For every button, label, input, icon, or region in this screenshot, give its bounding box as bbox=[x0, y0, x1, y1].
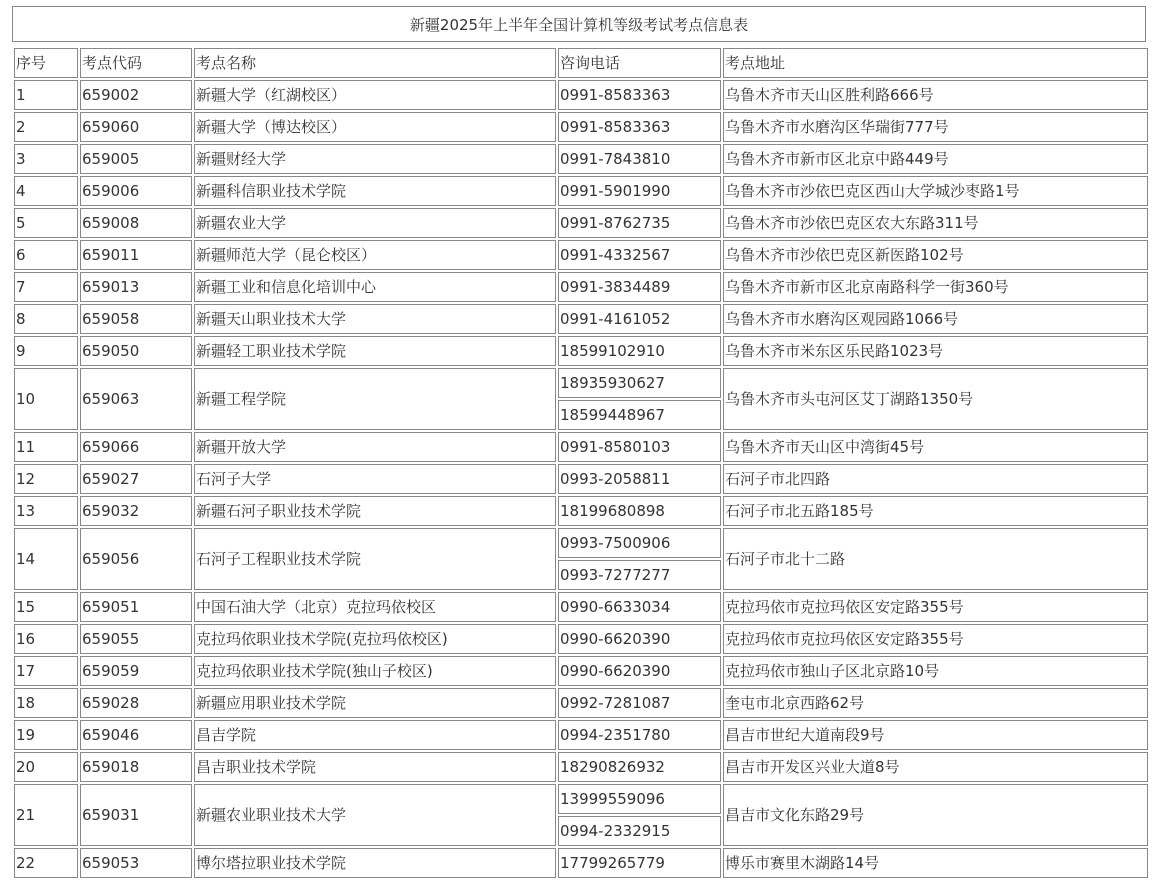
cell-address: 乌鲁木齐市水磨沟区华瑞街777号 bbox=[723, 112, 1148, 142]
cell-name: 新疆应用职业技术学院 bbox=[194, 688, 556, 718]
table-row bbox=[14, 176, 1148, 206]
cell-address: 博乐市赛里木湖路14号 bbox=[723, 848, 1148, 878]
cell-name: 新疆石河子职业技术学院 bbox=[194, 496, 556, 526]
cell-address: 奎屯市北京西路62号 bbox=[723, 688, 1148, 718]
cell-address: 昌吉市开发区兴业大道8号 bbox=[723, 752, 1148, 782]
cell-code: 659002 bbox=[80, 80, 192, 110]
cell-code: 659056 bbox=[80, 528, 192, 590]
table-row bbox=[14, 656, 1148, 686]
cell-phone: 0990-6633034 bbox=[558, 592, 721, 622]
cell-code: 659058 bbox=[80, 304, 192, 334]
cell-name: 中国石油大学（北京）克拉玛依校区 bbox=[194, 592, 556, 622]
cell-code: 659005 bbox=[80, 144, 192, 174]
table-row bbox=[14, 784, 1148, 814]
cell-address: 乌鲁木齐市新市区北京南路科学一街360号 bbox=[723, 272, 1148, 302]
table-row bbox=[14, 208, 1148, 238]
cell-name: 新疆科信职业技术学院 bbox=[194, 176, 556, 206]
cell-code: 659055 bbox=[80, 624, 192, 654]
cell-name: 新疆天山职业技术大学 bbox=[194, 304, 556, 334]
cell-address: 克拉玛依市克拉玛依区安定路355号 bbox=[723, 624, 1148, 654]
cell-phone: 0991-8583363 bbox=[558, 80, 721, 110]
cell-phone: 0991-8762735 bbox=[558, 208, 721, 238]
cell-no: 22 bbox=[14, 848, 78, 878]
cell-no: 21 bbox=[14, 784, 78, 846]
table-row bbox=[14, 496, 1148, 526]
cell-phone: 0993-2058811 bbox=[558, 464, 721, 494]
cell-no: 18 bbox=[14, 688, 78, 718]
cell-phone: 0992-7281087 bbox=[558, 688, 721, 718]
cell-address: 克拉玛依市独山子区北京路10号 bbox=[723, 656, 1148, 686]
cell-phone: 0990-6620390 bbox=[558, 624, 721, 654]
cell-name: 昌吉学院 bbox=[194, 720, 556, 750]
table-row bbox=[14, 688, 1148, 718]
cell-code: 659008 bbox=[80, 208, 192, 238]
cell-address: 乌鲁木齐市沙依巴克区农大东路311号 bbox=[723, 208, 1148, 238]
header-name: 考点名称 bbox=[194, 48, 556, 78]
cell-no: 9 bbox=[14, 336, 78, 366]
table-row bbox=[14, 80, 1148, 110]
cell-phone: 13999559096 bbox=[558, 784, 721, 814]
table-row bbox=[14, 272, 1148, 302]
header-address: 考点地址 bbox=[723, 48, 1148, 78]
table-row bbox=[14, 112, 1148, 142]
cell-no: 3 bbox=[14, 144, 78, 174]
cell-code: 659050 bbox=[80, 336, 192, 366]
cell-address: 乌鲁木齐市沙依巴克区新医路102号 bbox=[723, 240, 1148, 270]
cell-address: 乌鲁木齐市天山区中湾街45号 bbox=[723, 432, 1148, 462]
table-row bbox=[14, 368, 1148, 398]
cell-phone: 0991-8583363 bbox=[558, 112, 721, 142]
cell-code: 659031 bbox=[80, 784, 192, 846]
cell-name: 克拉玛依职业技术学院(克拉玛依校区) bbox=[194, 624, 556, 654]
cell-code: 659028 bbox=[80, 688, 192, 718]
cell-phone: 18935930627 bbox=[558, 368, 721, 398]
cell-address: 石河子市北四路 bbox=[723, 464, 1148, 494]
cell-name: 石河子大学 bbox=[194, 464, 556, 494]
cell-name: 新疆农业职业技术大学 bbox=[194, 784, 556, 846]
header-row bbox=[14, 48, 1148, 78]
cell-phone: 0991-7843810 bbox=[558, 144, 721, 174]
cell-no: 7 bbox=[14, 272, 78, 302]
cell-name: 博尔塔拉职业技术学院 bbox=[194, 848, 556, 878]
table-row bbox=[14, 720, 1148, 750]
cell-address: 昌吉市文化东路29号 bbox=[723, 784, 1148, 846]
cell-no: 2 bbox=[14, 112, 78, 142]
table-row bbox=[14, 592, 1148, 622]
cell-code: 659006 bbox=[80, 176, 192, 206]
cell-address: 乌鲁木齐市沙依巴克区西山大学城沙枣路1号 bbox=[723, 176, 1148, 206]
cell-code: 659053 bbox=[80, 848, 192, 878]
cell-name: 克拉玛依职业技术学院(独山子校区) bbox=[194, 656, 556, 686]
table-row bbox=[14, 752, 1148, 782]
cell-phone: 0991-3834489 bbox=[558, 272, 721, 302]
cell-name: 新疆开放大学 bbox=[194, 432, 556, 462]
cell-phone: 0990-6620390 bbox=[558, 656, 721, 686]
header-code: 考点代码 bbox=[80, 48, 192, 78]
cell-name: 新疆农业大学 bbox=[194, 208, 556, 238]
cell-code: 659051 bbox=[80, 592, 192, 622]
cell-phone: 0993-7500906 bbox=[558, 528, 721, 558]
cell-name: 新疆师范大学（昆仑校区） bbox=[194, 240, 556, 270]
cell-name: 新疆大学（红湖校区） bbox=[194, 80, 556, 110]
cell-phone: 0994-2351780 bbox=[558, 720, 721, 750]
cell-phone: 0991-4332567 bbox=[558, 240, 721, 270]
cell-name: 新疆轻工职业技术学院 bbox=[194, 336, 556, 366]
table-row bbox=[14, 336, 1148, 366]
exam-site-table bbox=[12, 46, 1150, 880]
cell-address: 克拉玛依市克拉玛依区安定路355号 bbox=[723, 592, 1148, 622]
cell-phone: 18599448967 bbox=[558, 400, 721, 430]
cell-no: 15 bbox=[14, 592, 78, 622]
cell-address: 昌吉市世纪大道南段9号 bbox=[723, 720, 1148, 750]
cell-no: 12 bbox=[14, 464, 78, 494]
cell-no: 19 bbox=[14, 720, 78, 750]
cell-address: 乌鲁木齐市新市区北京中路449号 bbox=[723, 144, 1148, 174]
cell-code: 659027 bbox=[80, 464, 192, 494]
cell-code: 659059 bbox=[80, 656, 192, 686]
cell-address: 乌鲁木齐市水磨沟区观园路1066号 bbox=[723, 304, 1148, 334]
cell-no: 6 bbox=[14, 240, 78, 270]
cell-phone: 17799265779 bbox=[558, 848, 721, 878]
cell-no: 1 bbox=[14, 80, 78, 110]
cell-name: 昌吉职业技术学院 bbox=[194, 752, 556, 782]
cell-code: 659013 bbox=[80, 272, 192, 302]
cell-no: 5 bbox=[14, 208, 78, 238]
cell-phone: 18199680898 bbox=[558, 496, 721, 526]
cell-address: 石河子市北五路185号 bbox=[723, 496, 1148, 526]
cell-name: 新疆工业和信息化培训中心 bbox=[194, 272, 556, 302]
cell-code: 659018 bbox=[80, 752, 192, 782]
table-title: 新疆2025年上半年全国计算机等级考试考点信息表 bbox=[12, 6, 1146, 42]
table-body bbox=[14, 80, 1148, 878]
cell-no: 10 bbox=[14, 368, 78, 430]
cell-code: 659046 bbox=[80, 720, 192, 750]
table-row bbox=[14, 464, 1148, 494]
table-row bbox=[14, 624, 1148, 654]
cell-code: 659060 bbox=[80, 112, 192, 142]
cell-no: 11 bbox=[14, 432, 78, 462]
cell-phone: 0994-2332915 bbox=[558, 816, 721, 846]
cell-code: 659063 bbox=[80, 368, 192, 430]
cell-no: 17 bbox=[14, 656, 78, 686]
cell-no: 20 bbox=[14, 752, 78, 782]
cell-name: 石河子工程职业技术学院 bbox=[194, 528, 556, 590]
cell-address: 乌鲁木齐市头屯河区艾丁湖路1350号 bbox=[723, 368, 1148, 430]
header-no: 序号 bbox=[14, 48, 78, 78]
table-row bbox=[14, 528, 1148, 558]
cell-address: 石河子市北十二路 bbox=[723, 528, 1148, 590]
cell-no: 13 bbox=[14, 496, 78, 526]
cell-phone: 0991-8580103 bbox=[558, 432, 721, 462]
cell-code: 659066 bbox=[80, 432, 192, 462]
cell-phone: 18599102910 bbox=[558, 336, 721, 366]
cell-address: 乌鲁木齐市天山区胜利路666号 bbox=[723, 80, 1148, 110]
cell-phone: 18290826932 bbox=[558, 752, 721, 782]
cell-phone: 0991-4161052 bbox=[558, 304, 721, 334]
table-row bbox=[14, 848, 1148, 878]
cell-phone: 0991-5901990 bbox=[558, 176, 721, 206]
cell-no: 16 bbox=[14, 624, 78, 654]
table-row bbox=[14, 432, 1148, 462]
cell-code: 659011 bbox=[80, 240, 192, 270]
cell-name: 新疆大学（博达校区） bbox=[194, 112, 556, 142]
cell-no: 4 bbox=[14, 176, 78, 206]
cell-no: 8 bbox=[14, 304, 78, 334]
cell-phone: 0993-7277277 bbox=[558, 560, 721, 590]
table-row bbox=[14, 240, 1148, 270]
cell-code: 659032 bbox=[80, 496, 192, 526]
cell-address: 乌鲁木齐市米东区乐民路1023号 bbox=[723, 336, 1148, 366]
table-row bbox=[14, 304, 1148, 334]
table-row bbox=[14, 144, 1148, 174]
cell-name: 新疆工程学院 bbox=[194, 368, 556, 430]
header-phone: 咨询电话 bbox=[558, 48, 721, 78]
cell-name: 新疆财经大学 bbox=[194, 144, 556, 174]
cell-no: 14 bbox=[14, 528, 78, 590]
